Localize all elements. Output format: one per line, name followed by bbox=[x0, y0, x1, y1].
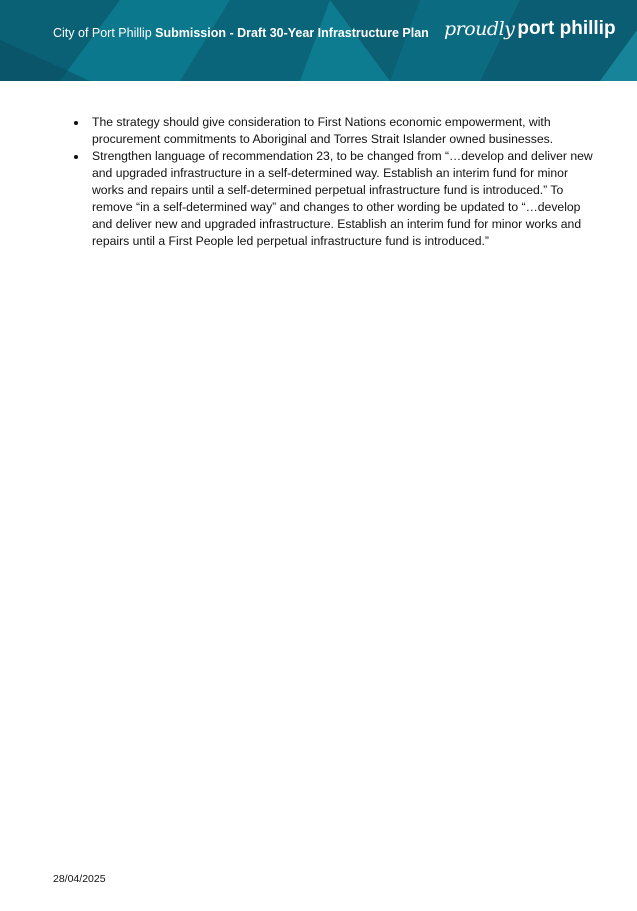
list-item-text: The strategy should give consideration to First Nations economic empowerment, with procurement commitments to Aboriginal and Torres Strait Islander owned businesses. bbox=[92, 115, 554, 146]
footer-date: 28/04/2025 bbox=[53, 873, 106, 885]
list-item-text: Strengthen language of recommendation 23, to be changed from “…develop and deliver new and upgraded infrastructure in a self-determined way. Establish an interim fund for minor works and repairs until a self-determined perpetual infrastructure fund is introduced.” To remove “in a self-determined way” and changes to other wording be updated to “…develop and deliver new and upgraded infrastructure. Establish an interim fund for minor works and repairs until a First People led perpetual infrastructure fund is introduced.” bbox=[92, 149, 593, 248]
logo-name-text: port phillip bbox=[517, 18, 616, 39]
header-title bbox=[53, 26, 429, 40]
bullet-icon bbox=[74, 121, 78, 125]
bullet-icon bbox=[74, 155, 78, 159]
list-item bbox=[73, 114, 593, 148]
header-title-prefix: City of Port Phillip bbox=[53, 26, 156, 40]
proudly-port-phillip-logo bbox=[444, 18, 616, 50]
header-title-bold: Submission - Draft 30-Year Infrastructure Plan bbox=[155, 26, 429, 40]
header-banner bbox=[0, 0, 637, 81]
list-item bbox=[73, 148, 593, 250]
submission-bullet-list bbox=[73, 114, 593, 250]
logo-script-text: proudly bbox=[444, 18, 515, 40]
